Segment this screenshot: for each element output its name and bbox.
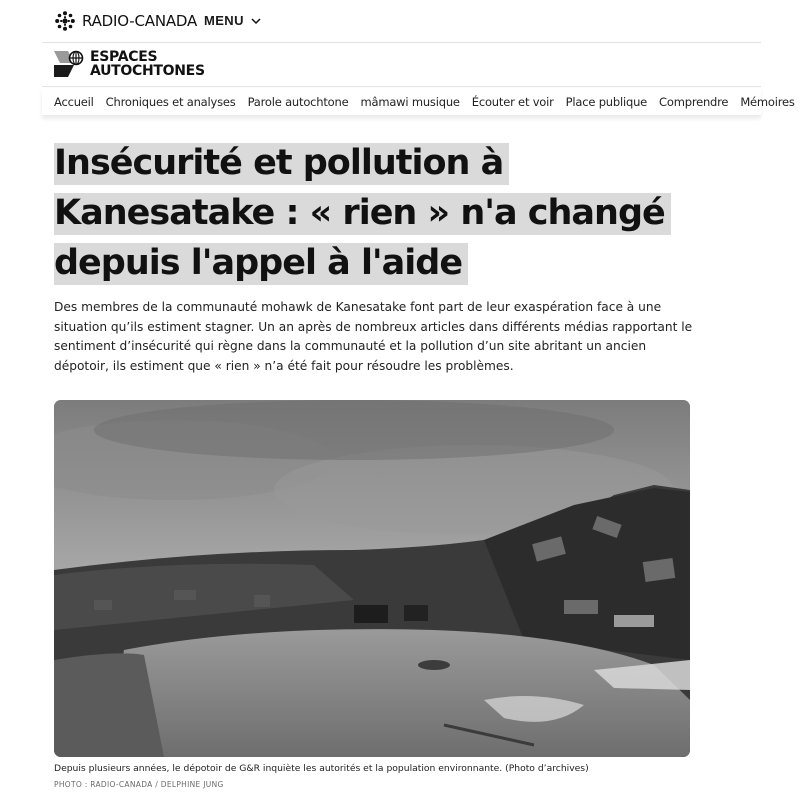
logo-line-1: ESPACES bbox=[90, 49, 158, 65]
espaces-autochtones-wordmark bbox=[90, 50, 205, 78]
article-title bbox=[54, 138, 674, 288]
espaces-autochtones-mark-icon bbox=[54, 49, 84, 79]
logo-line-2: AUTOCHTONES bbox=[90, 63, 205, 79]
nav-item-chroniques[interactable]: Chroniques et analyses bbox=[105, 94, 236, 109]
site-header bbox=[42, 0, 761, 43]
espaces-autochtones-logo[interactable] bbox=[54, 49, 205, 79]
nav-item-mamawi-musique[interactable]: mâmawi musique bbox=[360, 94, 460, 109]
article-photo[interactable] bbox=[54, 400, 690, 757]
article-lede: Des membres de la communauté mohawk de Kanesatake font part de leur exaspération face à une situation qu’ils estiment stagner. Un an après de nombreux articles dans différents médias rapportant le sentiment d’insécurité qui règne dans la communauté et la pollution d’un site abritant un ancien dépotoir, ils estiment que « rien » n’a été fait pour résoudre les problèmes. bbox=[54, 300, 693, 373]
radio-canada-logo[interactable] bbox=[54, 10, 197, 32]
menu-button[interactable] bbox=[204, 13, 262, 28]
nav-item-accueil[interactable]: Accueil bbox=[54, 94, 94, 109]
nav-item-place-publique[interactable]: Place publique bbox=[565, 94, 648, 109]
section-nav bbox=[42, 88, 795, 116]
nav-item-memoires[interactable]: Mémoires bbox=[740, 94, 795, 109]
nav-item-parole-autochtone[interactable]: Parole autochtone bbox=[247, 94, 349, 109]
photo-caption: Depuis plusieurs années, le dépotoir de G&R inquiète les autorités et la population environnante. (Photo d’archives) bbox=[54, 763, 589, 774]
menu-label: MENU bbox=[204, 13, 244, 28]
nav-item-comprendre[interactable]: Comprendre bbox=[659, 94, 729, 109]
chevron-down-icon bbox=[250, 15, 262, 27]
radio-canada-gem-icon bbox=[54, 10, 76, 32]
dump-site-photo bbox=[54, 400, 690, 757]
article-title-text: Insécurité et pollution à Kanesatake : « rien » n'a changé depuis l'appel à l'aide bbox=[54, 143, 671, 285]
nav-item-ecouter-et-voir[interactable]: Écouter et voir bbox=[471, 94, 554, 109]
section-header bbox=[42, 44, 761, 87]
radio-canada-wordmark: RADIO-CANADA bbox=[82, 12, 198, 30]
photo-credit: PHOTO : RADIO-CANADA / DELPHINE JUNG bbox=[54, 780, 224, 789]
